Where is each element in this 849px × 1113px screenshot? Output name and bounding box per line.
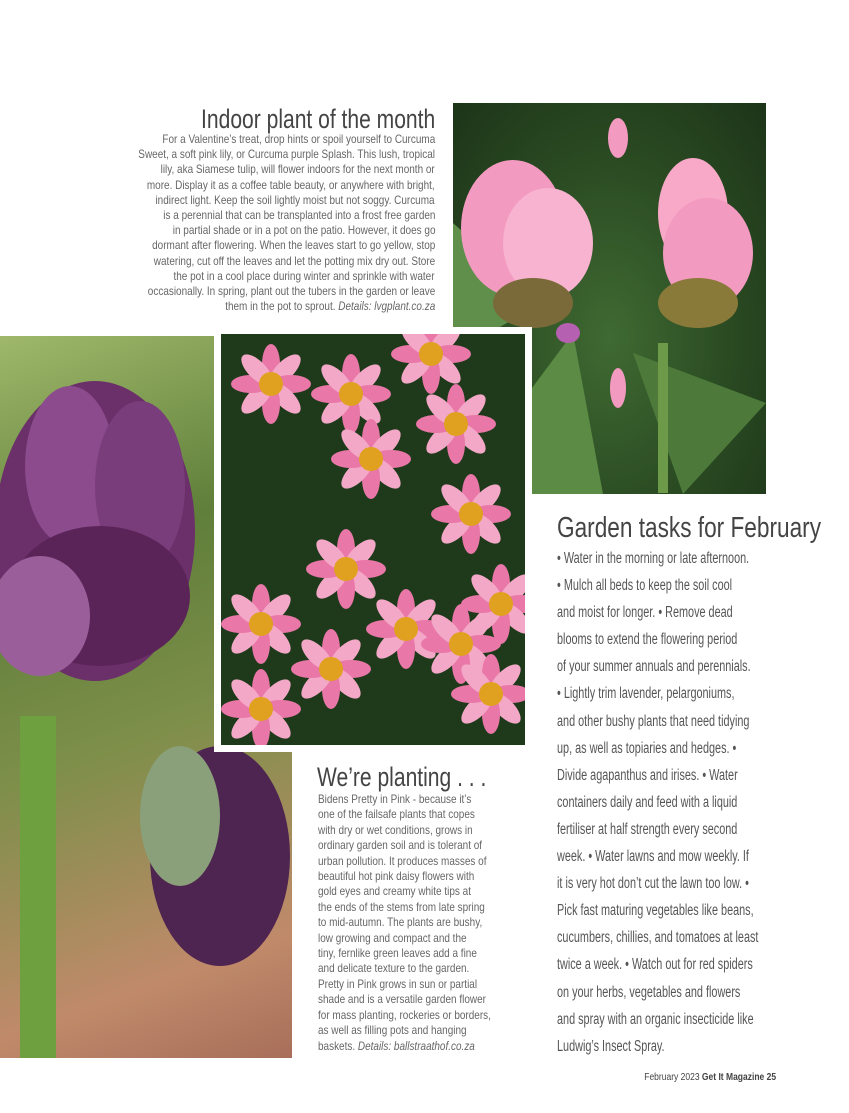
text-line: one of the failsafe plants that copes (318, 808, 475, 822)
text-line-part: them in the pot to sprout. (224, 300, 339, 314)
planting-body (318, 792, 548, 1054)
text-line: and spray with an organic insecticide like (557, 1010, 754, 1028)
text-line-part: baskets. (318, 1039, 358, 1053)
daisy-flower (231, 344, 311, 424)
text-line: for mass planting, rockeries or borders, (318, 1008, 491, 1022)
text-line: • Mulch all beds to keep the soil cool (557, 577, 733, 595)
text-line: and other bushy plants that need tidying (557, 712, 750, 730)
bidens-photo (214, 327, 532, 752)
text-line: blooms to extend the flowering period (557, 631, 738, 649)
daisy-flower (221, 669, 301, 745)
garden-tasks-heading-text: Garden tasks for February (557, 512, 822, 544)
text-line: up, as well as topiaries and hedges. • (557, 739, 737, 757)
text-line: tiny, fernlike green leaves add a fine (318, 947, 477, 961)
garden-tasks-heading (557, 512, 849, 545)
bidens-photo-inner (221, 334, 525, 745)
text-line: Sweet, a soft pink lily, or Curcuma purple Splash. This lush, tropical (138, 148, 435, 162)
text-line: containers daily and feed with a liquid (557, 793, 738, 811)
text-line: beautiful hot pink daisy flowers with (318, 870, 475, 884)
footer-page-number: 25 (764, 1072, 776, 1083)
text-line: in partial shade or in a pot on the patio. However, it does go (172, 224, 435, 238)
footer-date: February 2023 (644, 1072, 702, 1083)
text-line: Bidens Pretty in Pink - because it’s (318, 793, 472, 806)
daisy-flower (311, 354, 391, 434)
daisy-flowers (221, 334, 525, 745)
text-line: the pot in a cool place during winter and sprinkle with water (173, 269, 435, 283)
daisy-flower (221, 584, 301, 664)
daisy-flower (291, 629, 371, 709)
text-line: gold eyes and creamy white tips at (318, 885, 471, 899)
text-line: and delicate texture to the garden. (318, 962, 470, 976)
text-line: week. • Water lawns and mow weekly. If (557, 848, 749, 866)
text-line: of your summer annuals and perennials. (557, 658, 751, 676)
text-line: the ends of the stems from late spring (318, 900, 485, 914)
daisy-flower (431, 474, 511, 554)
text-line: • Lightly trim lavender, pelargoniums, (557, 685, 735, 703)
daisy-flower (331, 419, 411, 499)
text-line: ordinary garden soil and is tolerant of (318, 839, 483, 853)
text-line: it is very hot don’t cut the lawn too low. • (557, 875, 749, 893)
text-line (318, 1039, 475, 1054)
text-line: on your herbs, vegetables and flowers (557, 983, 741, 1001)
text-line: Pretty in Pink grows in sun or partial (318, 977, 478, 991)
text-line: indirect light. Keep the soil lightly moist but not soggy. Curcuma (155, 193, 435, 207)
daisy-flower (366, 589, 446, 669)
text-line: cucumbers, chillies, and tomatoes at least (557, 929, 759, 947)
text-line (225, 299, 435, 314)
text-line: occasionally. In spring, plant out the tubers in the garden or leave (147, 285, 435, 299)
daisy-flower (306, 529, 386, 609)
daisy-flower (391, 334, 471, 394)
details-link: Details: lvgplant.co.za (338, 300, 435, 314)
text-line: lily, aka Siamese tulip, will flower indoors for the next month or (160, 163, 435, 177)
indoor-plant-heading-text: Indoor plant of the month (200, 104, 435, 134)
text-line: watering, cut off the leaves and let the potting mix dry out. Store (153, 254, 435, 268)
text-line: as well as filling pots and hanging (318, 1024, 467, 1038)
text-line: and moist for longer. • Remove dead (557, 604, 733, 622)
planting-heading (317, 762, 534, 793)
planting-heading-text: We’re planting . . . (317, 762, 487, 792)
indoor-plant-body (35, 132, 435, 314)
text-line: fertiliser at half strength every second (557, 820, 738, 838)
indoor-plant-heading (135, 104, 435, 135)
text-line: is a perennial that can be transplanted into a frost free garden (162, 209, 435, 223)
text-line: Divide agapanthus and irises. • Water (557, 766, 738, 784)
text-line: twice a week. • Watch out for red spiders (557, 956, 753, 974)
text-line: • Water in the morning or late afternoon. (557, 550, 750, 567)
footer-magazine: Get It Magazine (701, 1072, 765, 1083)
text-line: with dry or wet conditions, grows in (318, 823, 473, 837)
text-line: more. Display it as a coffee table beauty, or anywhere with bright, (147, 178, 435, 192)
text-line: to mid-autumn. The plants are bushy, (318, 916, 483, 930)
text-line: low growing and compact and the (318, 931, 467, 945)
garden-tasks-body (557, 545, 837, 1060)
text-line: Pick fast maturing vegetables like beans, (557, 902, 754, 920)
page-footer (644, 1072, 776, 1083)
text-line: dormant after flowering. When the leaves start to go yellow, stop (151, 239, 435, 253)
text-line: shade and is a versatile garden flower (318, 993, 486, 1007)
details-link: Details: ballstraathof.co.za (357, 1039, 475, 1053)
text-line: urban pollution. It produces masses of (318, 854, 487, 868)
text-line: For a Valentine’s treat, drop hints or spoil yourself to Curcuma (162, 133, 435, 146)
text-line: Ludwig’s Insect Spray. (557, 1037, 665, 1055)
daisy-flower (416, 384, 496, 464)
